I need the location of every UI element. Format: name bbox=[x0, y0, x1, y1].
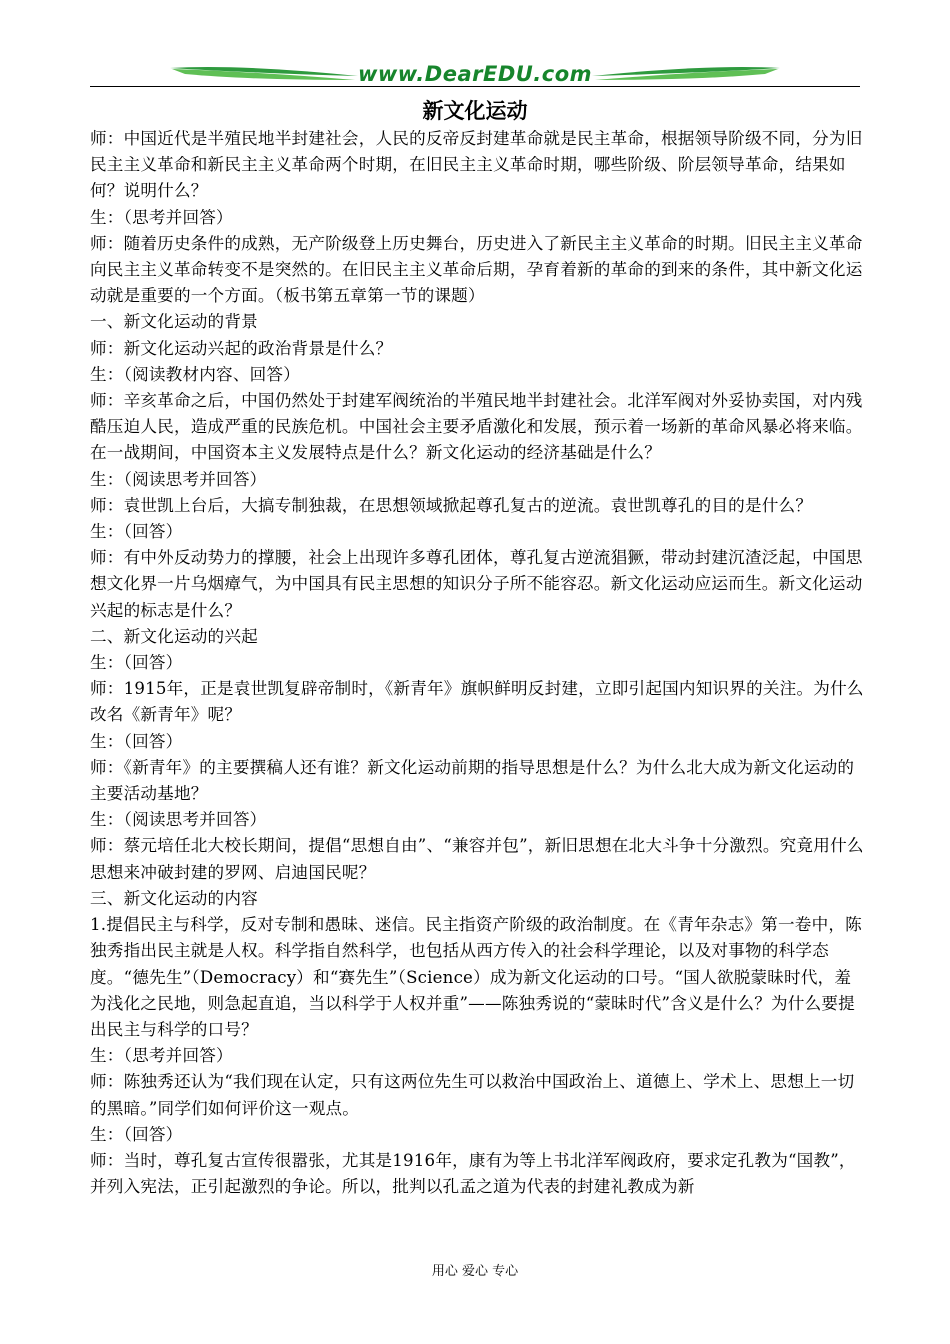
page-footer: 用心 爱心 专心 bbox=[431, 1264, 519, 1279]
paragraph: 生：（回答） bbox=[90, 731, 183, 751]
paragraph: 师：当时，尊孔复古宣传很嚣张，尤其是1916年，康有为等上书北洋军阀政府，要求定孔教为“国教”，并列入宪法，正引起激烈的争论。所以，批判以孔孟之道为代表的封建礼教成为新 bbox=[90, 1150, 856, 1197]
paragraph: 师：蔡元培任北大校长期间，提倡“思想自由”、“兼容并包”，新旧思想在北大斗争十分激烈。究竟用什么思想来冲破封建的罗网、启迪国民呢？ bbox=[90, 836, 864, 882]
paragraph: 生：（思考并回答） bbox=[90, 1046, 233, 1066]
paragraph: 生：（回答） bbox=[90, 653, 183, 673]
paragraph: 师：1915年，正是袁世凯复辟帝制时，《新青年》旗帜鲜明反封建，立即引起国内知识界的关注。为什么改名《新青年》呢？ bbox=[90, 679, 864, 725]
document-body bbox=[90, 126, 865, 1200]
paragraph: 生：（阅读教材内容、回答） bbox=[90, 364, 301, 384]
paragraph: 生：（思考并回答） bbox=[90, 207, 233, 227]
paragraph: 师：新文化运动兴起的政治背景是什么？ bbox=[90, 338, 393, 358]
header-divider bbox=[90, 86, 860, 87]
paragraph: 师：《新青年》的主要撰稿人还有谁？新文化运动前期的指导思想是什么？为什么北大成为新文化运动的主要活动基地？ bbox=[90, 757, 855, 804]
document-title: 新文化运动 bbox=[422, 98, 528, 123]
section-heading: 三、新文化运动的内容 bbox=[90, 888, 258, 908]
section-heading: 一、新文化运动的背景 bbox=[90, 312, 258, 332]
paragraph: 生：（回答） bbox=[90, 522, 183, 542]
paragraph: 生：（回答） bbox=[90, 1124, 183, 1144]
paragraph: 师：中国近代是半殖民地半封建社会，人民的反帝反封建革命就是民主革命，根据领导阶级不同，分为旧民主主义革命和新民主主义革命两个时期，在旧民主主义革命时期，哪些阶级、阶层领导革命，结果如何？说明什么？ bbox=[90, 129, 863, 201]
paragraph: 生：（阅读思考并回答） bbox=[90, 469, 267, 489]
paragraph: 生：（阅读思考并回答） bbox=[90, 810, 267, 830]
paragraph: 师：有中外反动势力的撑腰，社会上出现许多尊孔团体，尊孔复古逆流猖獗，带动封建沉渣泛起，中国思想文化界一片乌烟瘴气，为中国具有民主思想的知识分子所不能容忍。新文化运动应运而生。新文化运动兴起的标志是什么？ bbox=[90, 548, 863, 620]
section-heading: 二、新文化运动的兴起 bbox=[90, 626, 258, 646]
paragraph: 1.提倡民主与科学，反对专制和愚昧、迷信。民主指资产阶级的政治制度。在《青年杂志》第一卷中，陈独秀指出民主就是人权。科学指自然科学，也包括从西方传入的社会科学理论，以及对事物的科学态度。“德先生”（Democracy）和“赛先生”（Science）成为新文化运动的口号。“国人欲脱蒙昧时代，羞为浅化之民地，则急起直追，当以科学于人权并重”——陈独秀说的“蒙昧时代”含义是什么？为什么要提出民主与科学的口号？ bbox=[90, 915, 862, 1039]
paragraph: 师：袁世凯上台后，大搞专制独裁，在思想领域掀起尊孔复古的逆流。袁世凯尊孔的目的是什么？ bbox=[90, 495, 813, 515]
paragraph: 师：随着历史条件的成熟，无产阶级登上历史舞台，历史进入了新民主主义革命的时期。旧民主主义革命向民主主义革命转变不是突然的。在旧民主主义革命后期，孕育着新的革命的到来的条件，其中新文化运动就是重要的一个方面。（板书第五章第一节的课题） bbox=[90, 233, 863, 306]
paragraph: 师：辛亥革命之后，中国仍然处于封建军阀统治的半殖民地半封建社会。北洋军阀对外妥协卖国，对内残酷压迫人民，造成严重的民族危机。中国社会主要矛盾激化和发展，预示着一场新的革命风暴必将来临。在一战期间，中国资本主义发展特点是什么？新文化运动的经济基础是什么？ bbox=[90, 391, 863, 463]
paragraph: 师：陈独秀还认为“我们现在认定，只有这两位先生可以救治中国政治上、道德上、学术上、思想上一切的黑暗。”同学们如何评价这一观点。 bbox=[90, 1072, 855, 1118]
site-name: www.DearEDU.com bbox=[357, 62, 593, 86]
